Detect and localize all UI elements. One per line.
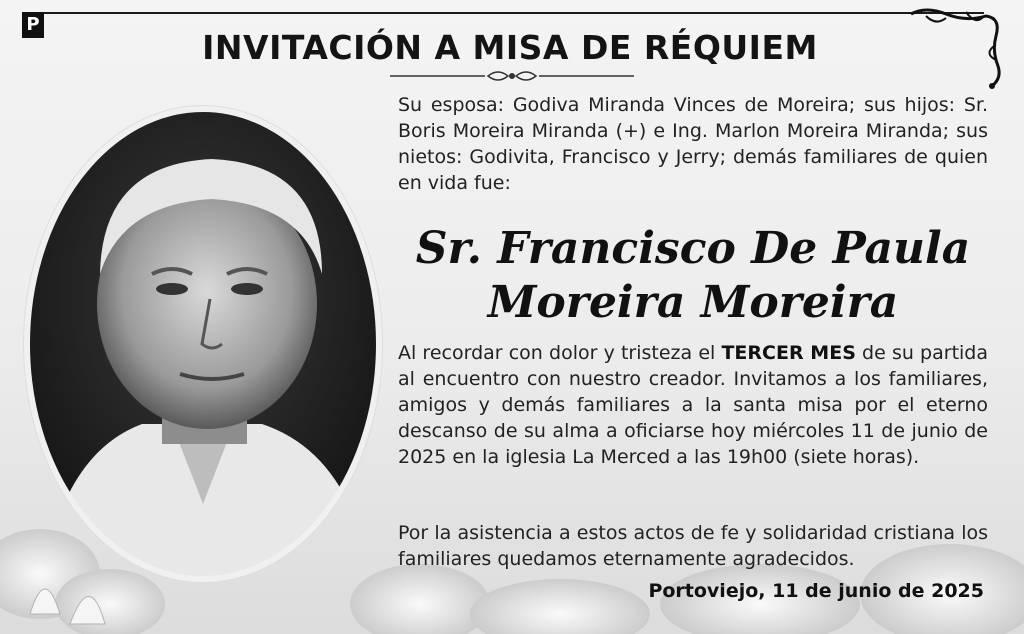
- mass-invitation-text: [398, 340, 988, 470]
- corner-flourish-icon: [906, 6, 1006, 92]
- portrait-photo-icon: [22, 104, 384, 584]
- place-date: Portoviejo, 11 de junio de 2025: [648, 580, 984, 602]
- message-part-2: de su partida al encuentro con nuestro creador. Invitamos a los familiares, amigos y demás familiares a la santa misa por el eterno descanso de su alma a oficiarse hoy miércoles 11 de junio de 2025 en la iglesia La Merced a las 19h00 (siete horas).: [398, 342, 989, 468]
- top-border-line: [40, 12, 984, 14]
- divider-ornament-icon: [390, 66, 634, 86]
- brand-logo: P: [22, 12, 44, 38]
- message-highlight: TERCER MES: [721, 342, 856, 364]
- deceased-name-line-2: Moreira Moreira: [487, 277, 899, 328]
- thanks-text: Por la asistencia a estos actos de fe y solidaridad cristiana los familiares quedamos eternamente agradecidos.: [398, 522, 988, 570]
- message-part-1: Al recordar con dolor y tristeza el: [398, 342, 722, 364]
- portrait-photo: [22, 104, 384, 584]
- family-intro: Su esposa: Godiva Miranda Vinces de Moreira; sus hijos: Sr. Boris Moreira Miranda (+) e Ing. Marlon Moreira Miranda; sus nietos: Godivita, Francisco y Jerry; demás familiares de quien en vida fue:: [398, 94, 988, 194]
- page-title: INVITACIÓN A MISA DE RÉQUIEM: [202, 28, 818, 67]
- deceased-name-line-1: Sr. Francisco De Paula: [415, 223, 971, 274]
- deceased-name: [398, 222, 988, 330]
